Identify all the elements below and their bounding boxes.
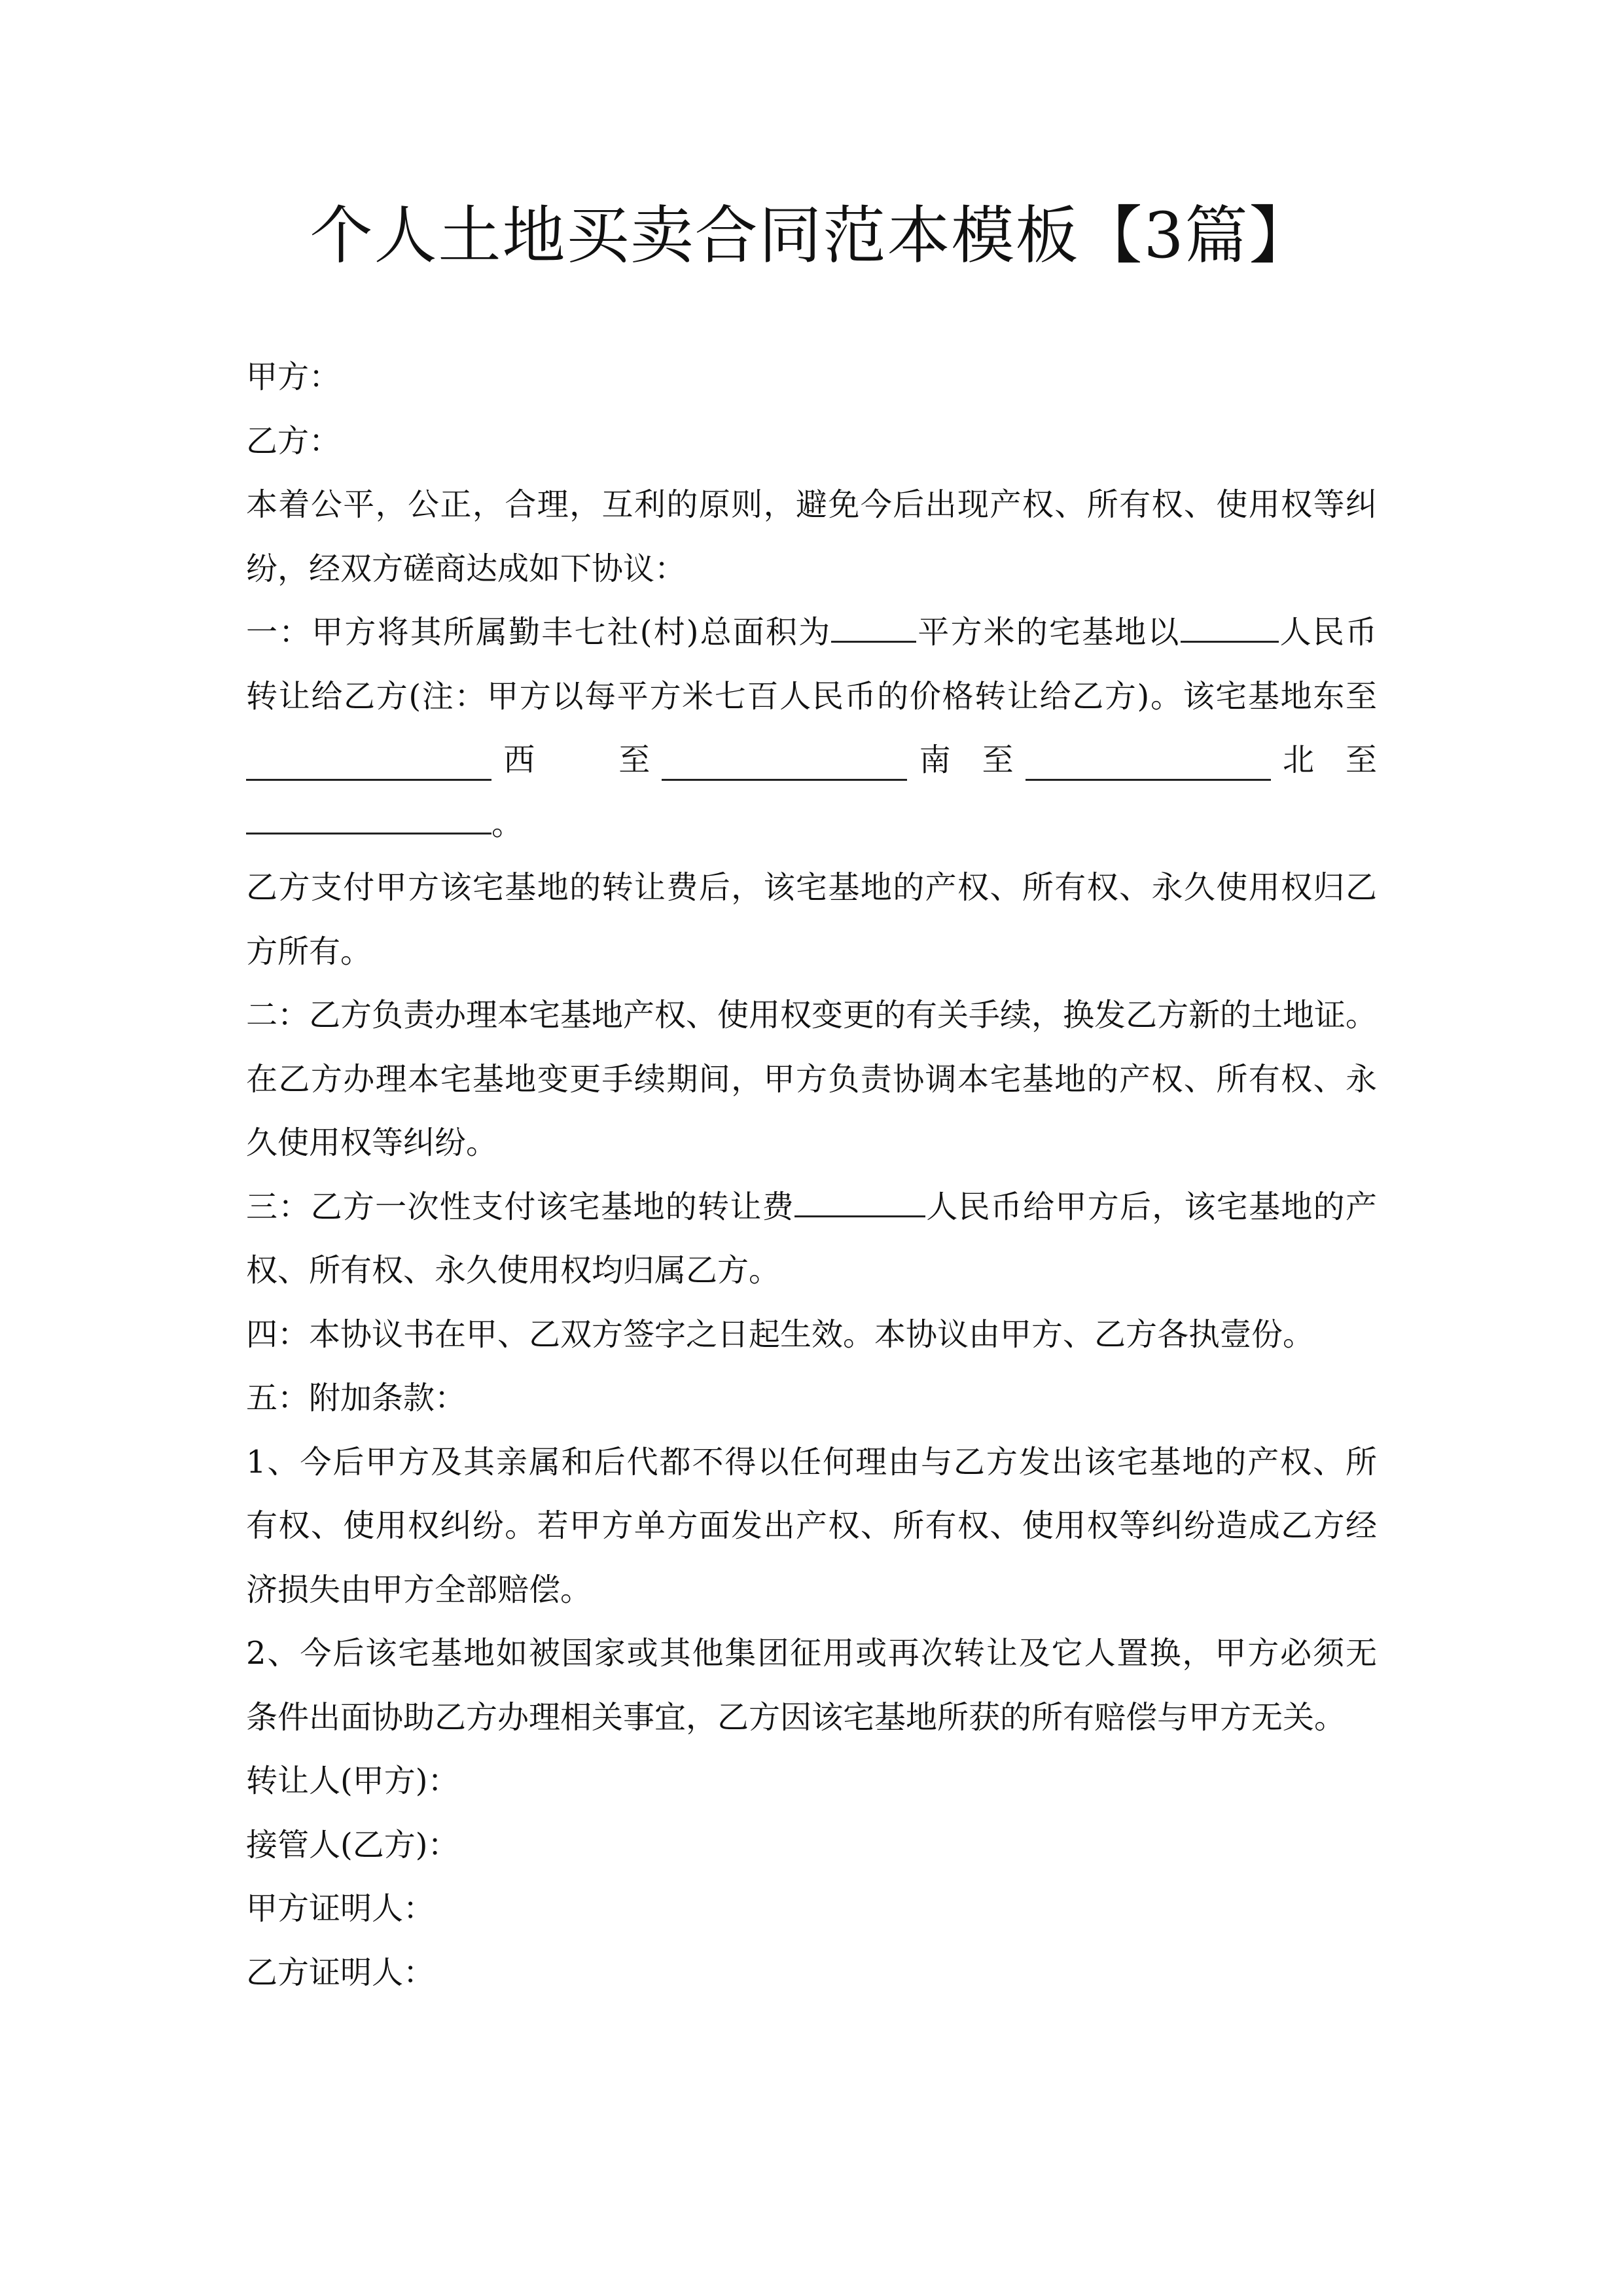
clause-1-para: 乙方支付甲方该宅基地的转让费后，该宅基地的产权、所有权、永久使用权归乙 xyxy=(246,869,1377,906)
clause-1-para: 方所有。 xyxy=(246,933,372,970)
document-title: 个人土地买卖合同范本模板【3篇】 xyxy=(310,199,1313,272)
price-blank[interactable] xyxy=(1181,601,1279,643)
clause-1: 转让给乙方(注：甲方以每平方米七百人民币的价格转让给乙方)。该宅基地东至 xyxy=(246,677,1377,715)
clause-2: 二：乙方负责办理本宅基地产权、使用权变更的有关手续，换发乙方新的土地证。 xyxy=(246,997,1378,1033)
clause-2: 久使用权等纠纷。 xyxy=(246,1124,498,1161)
south-blank[interactable] xyxy=(1026,740,1271,781)
west-blank[interactable] xyxy=(662,740,907,781)
east-blank[interactable] xyxy=(246,740,491,781)
boundaries-line xyxy=(246,728,1377,793)
clause-3: 权、所有权、永久使用权均归属乙方。 xyxy=(246,1252,781,1289)
party-a-witness: 甲方证明人： xyxy=(246,1890,435,1927)
south-label: 南 至 xyxy=(919,742,1014,778)
transferee-signature: 接管人(乙方)： xyxy=(246,1826,459,1863)
north-line xyxy=(246,793,1377,857)
party-b-label: 乙方： xyxy=(246,422,341,459)
clause-1-text: 一：甲方将其所属勤丰七社(村)总面积为 xyxy=(246,614,832,651)
clause-2: 在乙方办理本宅基地变更手续期间，甲方负责协调本宅基地的产权、所有权、永 xyxy=(246,1060,1377,1098)
intro-text: 纷，经双方磋商达成如下协议： xyxy=(246,550,687,587)
clause-4: 四：本协议书在甲、乙双方签字之日起生效。本协议由甲方、乙方各执壹份。 xyxy=(246,1316,1315,1353)
period: 。 xyxy=(491,805,524,842)
party-a-label: 甲方： xyxy=(246,359,341,395)
additional-term-2: 2、今后该宅基地如被国家或其他集团征用或再次转让及它人置换，甲方必须无 xyxy=(246,1635,1377,1672)
clause-3-text: 三：乙方一次性支付该宅基地的转让费 xyxy=(246,1188,794,1225)
clause-1-text: 人民币 xyxy=(1278,614,1377,651)
additional-term-1: 1、今后甲方及其亲属和后代都不得以任何理由与乙方发出该宅基地的产权、所 xyxy=(246,1443,1377,1480)
contract-body xyxy=(246,346,1377,2005)
clause-1-text: 平方米的宅基地以 xyxy=(916,614,1181,651)
west-label: 西 至 xyxy=(503,742,677,778)
clause-1 xyxy=(246,601,1377,665)
additional-term-2: 条件出面协助乙方办理相关事宜，乙方因该宅基地所获的所有赔偿与甲方无关。 xyxy=(246,1698,1346,1736)
clause-3-text: 人民币给甲方后，该宅基地的产 xyxy=(925,1188,1377,1225)
transferor-signature: 转让人(甲方)： xyxy=(246,1763,459,1799)
north-label: 北 至 xyxy=(1282,742,1377,778)
area-blank[interactable] xyxy=(831,601,916,643)
intro-text: 本着公平，公正，合理，互利的原则，避免今后出现产权、所有权、使用权等纠 xyxy=(246,486,1377,523)
party-b-witness: 乙方证明人： xyxy=(246,1954,435,1991)
fee-blank[interactable] xyxy=(794,1176,925,1217)
clause-5: 五：附加条款： xyxy=(246,1380,467,1416)
additional-term-1: 济损失由甲方全部赔偿。 xyxy=(246,1571,592,1608)
clause-3 xyxy=(246,1175,1377,1240)
north-blank[interactable] xyxy=(246,793,491,834)
additional-term-1: 有权、使用权纠纷。若甲方单方面发出产权、所有权、使用权等纠纷造成乙方经 xyxy=(246,1507,1377,1544)
